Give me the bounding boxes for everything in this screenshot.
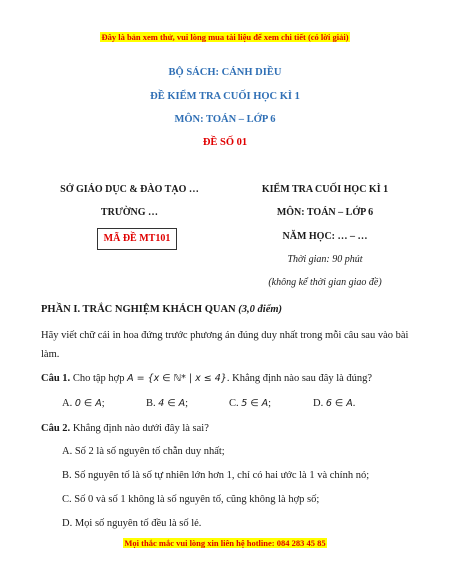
option-letter: B. (146, 398, 156, 409)
question-1-text-after: . Khẳng định nào sau đây là đúng? (226, 373, 373, 384)
question-1-label: Câu 1. (41, 373, 71, 384)
q1-option-b (146, 398, 188, 409)
option-expr: 4 ∈ A (158, 398, 186, 409)
right-exam-title: KIỂM TRA CUỐI HỌC KÌ 1 (261, 184, 389, 195)
part1-heading (41, 302, 421, 318)
question-2-text: Khẳng định nào dưới đây là sai? (72, 423, 209, 434)
top-banner-row (0, 27, 450, 45)
option-expr: 5 ∈ A (241, 398, 269, 409)
option-end: ; (101, 398, 105, 409)
part1-score: (3,0 điểm) (238, 304, 283, 315)
q1-option-a (62, 398, 105, 409)
option-end: . (352, 398, 356, 409)
time-label: Thời gian: 90 phút (287, 254, 363, 265)
q2-option-d: D. Mọi số nguyên tố đều là số lẻ. (62, 518, 202, 529)
option-letter: C. (229, 398, 239, 409)
q2-option-b: B. Số nguyên tố là số tự nhiên lớn hơn 1, chỉ có hai ước là 1 và chính nó; (62, 470, 370, 481)
bottom-banner-row (0, 533, 450, 551)
q2-option-c: C. Số 0 và số 1 không là số nguyên tố, cũng không là hợp số; (62, 494, 320, 505)
book-set-title: BỘ SÁCH: CÁNH DIỀU (168, 67, 282, 78)
exam-code-box: MÃ ĐỀ MT101 (97, 228, 177, 250)
school-year: NĂM HỌC: … – … (282, 231, 368, 242)
question-1-text: Cho tập hợp (72, 373, 125, 384)
school-label: TRƯỜNG … (100, 207, 159, 218)
option-letter: D. (313, 398, 324, 409)
right-subject: MÔN: TOÁN – LỚP 6 (276, 207, 374, 218)
q1-option-c (229, 398, 271, 409)
time-note: (không kể thời gian giao đề) (268, 277, 382, 288)
q1-option-d (313, 398, 355, 409)
bottom-banner: Mọi thắc mắc vui lòng xin liên hệ hotline: 084 283 45 85 (124, 538, 326, 548)
department-label: SỞ GIÁO DỤC & ĐÀO TẠO … (60, 184, 199, 195)
option-end: ; (268, 398, 272, 409)
q2-option-a: A. Số 2 là số nguyên tố chẵn duy nhất; (62, 446, 225, 457)
set-expression: A = {x ∈ ℕ* | x ≤ 4} (127, 373, 227, 384)
option-end: ; (185, 398, 189, 409)
part1-title: PHẦN I. TRẮC NGHIỆM KHÁCH QUAN (41, 304, 236, 315)
question-2-label: Câu 2. (41, 423, 71, 434)
option-expr: 0 ∈ A (74, 398, 102, 409)
question-1 (41, 371, 426, 387)
question-2 (41, 421, 426, 437)
part1-instruction: Hãy viết chữ cái in hoa đứng trước phương án đúng duy nhất trong mỗi câu sau vào bài làm. (41, 330, 409, 360)
exam-title: ĐỀ KIỂM TRA CUỐI HỌC KÌ 1 (150, 91, 300, 102)
subject-title: MÔN: TOÁN – LỚP 6 (174, 114, 276, 125)
option-expr: 6 ∈ A (325, 398, 353, 409)
option-letter: A. (62, 398, 73, 409)
top-banner: Đây là bản xem thử, vui lòng mua tài liệu để xem chi tiết (có lời giải) (101, 32, 349, 42)
exam-number: ĐỀ SỐ 01 (202, 137, 248, 148)
